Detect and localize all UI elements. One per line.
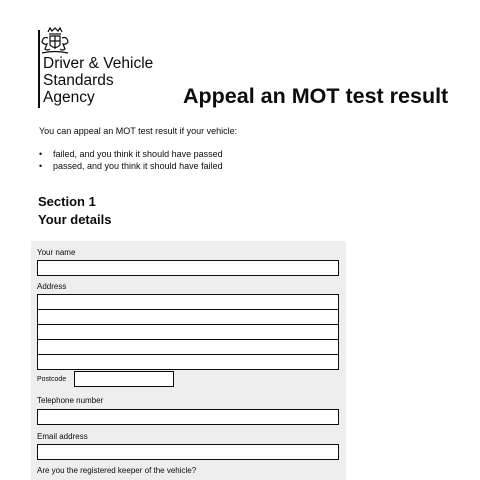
address-line-4-field[interactable] [37,339,339,355]
logo-text [43,55,153,106]
name-field[interactable] [37,260,339,276]
name-label: Your name [37,248,76,257]
intro-text: You can appeal an MOT test result if your vehicle: [39,126,238,136]
logo-line: Agency [43,89,95,106]
email-label: Email address [37,432,88,441]
details-form [31,241,346,480]
address-line-3-field[interactable] [37,324,339,340]
section-number: Section 1 [38,194,96,209]
telephone-label: Telephone number [37,396,104,405]
postcode-label: Postcode [37,376,67,383]
section-title: Your details [38,212,112,227]
royal-crest-icon [38,26,72,56]
list-item: • failed, and you think it should have passed [39,149,223,161]
logo-rule [38,30,40,108]
telephone-field[interactable] [37,409,339,425]
logo-line: Driver & Vehicle [43,55,154,72]
address-line-5-field[interactable] [37,354,339,370]
eligibility-list [39,149,223,172]
address-line-2-field[interactable] [37,309,339,325]
address-line-1-field[interactable] [37,294,339,310]
page-title: Appeal an MOT test result [183,84,449,108]
email-field[interactable] [37,444,339,460]
postcode-field[interactable] [74,371,174,387]
logo-line: Standards [43,72,114,89]
list-item: • passed, and you think it should have failed [39,161,223,173]
address-label: Address [37,282,67,291]
registered-keeper-question: Are you the registered keeper of the vehicle? [37,466,197,475]
